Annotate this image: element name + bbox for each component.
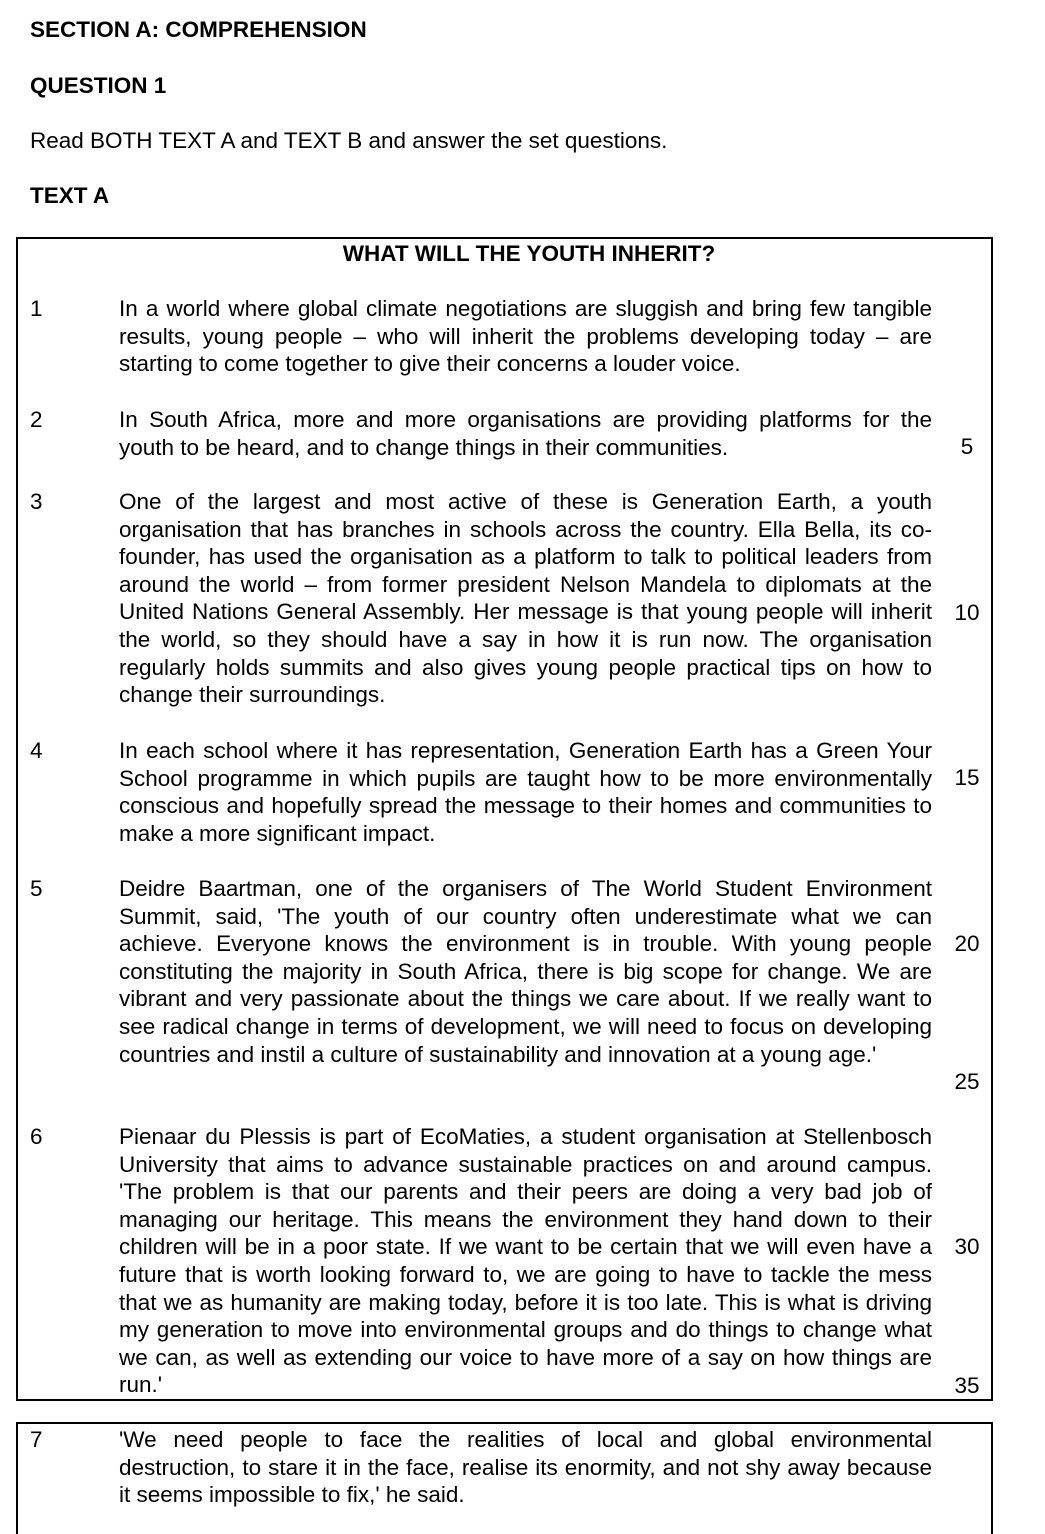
paragraph-number: 1 [30, 296, 43, 321]
paragraph-number: 6 [30, 1124, 43, 1149]
instruction-text: Read BOTH TEXT A and TEXT B and answer the set questions. [30, 128, 668, 153]
paragraph-number: 3 [30, 489, 43, 514]
paragraph-number: 7 [30, 1427, 43, 1452]
paragraph-text: Pienaar du Plessis is part of EcoMaties, a student organisation at Stellenbosch University that aims to advance sustainable practices on and around campus. 'The problem is that our parents and their peers are doing a very bad job of managing our heritage. This means the environment they hand down to their children will be in a poor state. If we want to be certain that we will even have a future that is worth looking forward to, we are going to have to tackle the mess that we as humanity are making today, before it is too late. This is what is driving my generation to move into environmental groups and do things to change what we can, as well as extending our voice to have more of a say on how things are run.' [119, 1124, 932, 1398]
article-title: WHAT WILL THE YOUTH INHERIT? [342, 241, 716, 266]
paragraph-text: 'We need people to face the realities of local and global environmental destruction, to stare it in the face, realise its enormity, and not shy away because it seems impossible to fix,' he said. [119, 1427, 932, 1508]
line-number: 25 [954, 1069, 980, 1094]
section-heading: SECTION A: COMPREHENSION [30, 17, 367, 42]
line-number: 10 [954, 600, 980, 625]
line-number: 35 [954, 1373, 980, 1398]
paragraph-text: One of the largest and most active of these is Generation Earth, a youth organisation that has branches in schools across the country. Ella Bella, its co-founder, has used the organisation as a platform to talk to political leaders from around the world – from former president Nelson Mandela to diplomats at the United Nations General Assembly. Her message is that young people will inherit the world, so they should have a say in how it is run now. The organisation regularly holds summits and also gives young people practical tips on how to change their surroundings. [119, 489, 932, 708]
paragraph-text: In a world where global climate negotiations are sluggish and bring few tangible results, young people – who will inherit the problems developing today – are starting to come together to give their concerns a louder voice. [119, 296, 932, 377]
text-label: TEXT A [30, 183, 110, 208]
line-number: 30 [954, 1234, 980, 1259]
line-number: 5 [960, 434, 974, 459]
paragraph-number: 4 [30, 738, 43, 763]
line-number: 20 [954, 931, 980, 956]
paragraph-text: In South Africa, more and more organisations are providing platforms for the youth to be heard, and to change things in their communities. [119, 407, 932, 460]
paragraph-number: 2 [30, 407, 43, 432]
line-number: 15 [954, 765, 980, 790]
paragraph-number: 5 [30, 876, 43, 901]
question-heading: QUESTION 1 [30, 73, 167, 98]
paragraph-text: Deidre Baartman, one of the organisers of The World Student Environment Summit, said, 'The youth of our country often underestimate what we can achieve. Everyone knows the environment is in trouble. With young people constituting the majority in South Africa, there is big scope for change. We are vibrant and very passionate about the things we care about. If we really want to see radical change in terms of development, we will need to focus on developing countries and instil a culture of sustainability and innovation at a young age.' [119, 876, 932, 1067]
paragraph-text: In each school where it has representation, Generation Earth has a Green Your School programme in which pupils are taught how to be more environmentally conscious and hopefully spread the message to their homes and communities to make a more significant impact. [119, 738, 932, 846]
